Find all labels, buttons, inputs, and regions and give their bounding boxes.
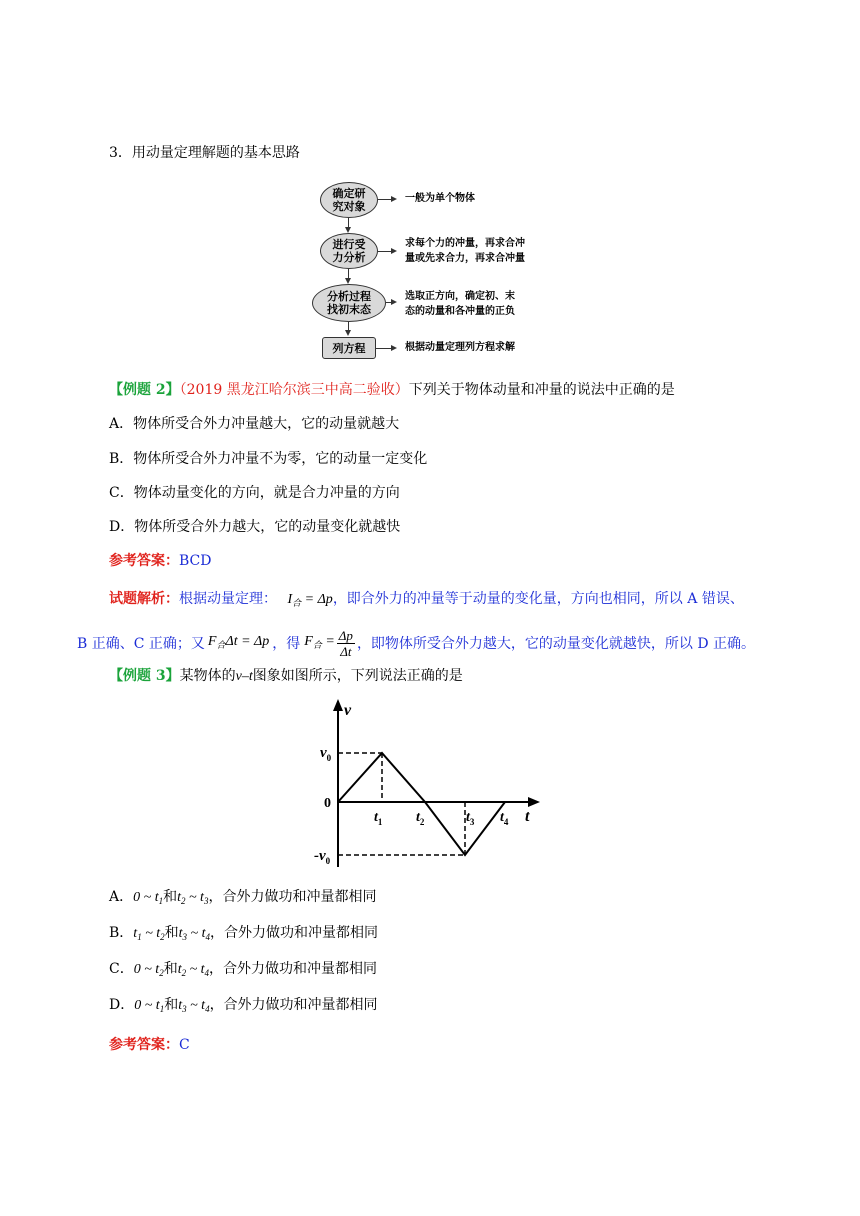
flow-note-2b: 量或先求合力，再求合冲量 (405, 253, 525, 264)
vt-graph (300, 695, 560, 875)
flow-node-1-label: 确定研 究对象 (332, 187, 366, 213)
flow-note-3b: 态的动量和各冲量的正负 (405, 306, 515, 317)
example2-option-b: B．物体所受合外力冲量不为零，它的动量一定变化 (109, 451, 428, 467)
analysis-text-3: B 正确、C 正确；又 (77, 635, 205, 652)
example2-analysis-line2 (77, 628, 755, 659)
example2-analysis-line1 (109, 590, 744, 612)
example2-option-c: C．物体动量变化的方向，就是合力冲量的方向 (109, 485, 400, 501)
sub-he: 合 (216, 640, 226, 650)
origin-label: 0 (324, 796, 331, 811)
example2-question (109, 381, 675, 399)
flow-note-1: 一般为单个物体 (405, 193, 475, 204)
sub-he: 合 (312, 640, 322, 650)
flow-node-4 (322, 337, 376, 359)
answer-value: C (179, 1037, 190, 1053)
example3-var: v–t (235, 669, 253, 684)
example2-option-d: D．物体所受合外力越大，它的动量变化就越快 (109, 519, 401, 535)
example2-answer (109, 552, 211, 570)
example3-answer (109, 1036, 190, 1054)
velocity-line (338, 753, 505, 855)
analysis-text-1: 根据动量定理： (179, 591, 277, 607)
flow-note-3a: 选取正方向，确定初、末 (405, 291, 515, 302)
flow-node-2-label: 进行受 力分析 (332, 238, 366, 264)
formula-ft: $F_合\Delta t = \Delta p$ (207, 634, 270, 650)
section-heading: 3．用动量定理解题的基本思路 (109, 145, 300, 161)
formula-fraction: $\frac{\Delta p}{\Delta t}$ (338, 628, 353, 659)
x-axis-label: t (525, 808, 530, 825)
example3-question (109, 667, 463, 686)
example3-option-d: D．0 ~ $t_1$和$t_3$ ~ $t_4$，合外力做功和冲量都相同 (109, 997, 378, 1014)
answer-value: BCD (179, 553, 212, 569)
t3-label: $t_3$ (466, 810, 475, 827)
answer-label: 参考答案： (109, 1037, 179, 1053)
example3-text-pre: 某物体的 (179, 668, 236, 684)
v0-label: $v_0$ (320, 745, 332, 763)
flow-node-4-label: 列方程 (332, 341, 366, 355)
t4-label: $t_4$ (500, 810, 509, 827)
analysis-text-4: ，得 (272, 635, 301, 652)
neg-v0-label: $-v_0$ (314, 848, 331, 866)
flow-note-4: 根据动量定理列方程求解 (405, 342, 515, 353)
example2-text: 下列关于物体动量和冲量的说法中正确的是 (408, 382, 675, 398)
example3-text-post: 图象如图所示，下列说法正确的是 (252, 668, 463, 684)
t2-label: $t_2$ (416, 810, 425, 827)
y-axis-arrow (333, 699, 343, 711)
flow-note-2a: 求每个力的冲量，再求合冲 (405, 238, 525, 249)
y-axis-label: v (344, 702, 352, 719)
answer-label: 参考答案： (109, 553, 179, 569)
example2-source: （2019 黑龙江哈尔滨三中高二验收） (179, 382, 409, 398)
formula-f: $F_合$ = (304, 634, 335, 650)
t1-label: $t_1$ (374, 810, 383, 827)
example3-option-b: B．$t_1$ ~ $t_2$和$t_3$ ~ $t_4$，合外力做功和冲量都相同 (109, 925, 379, 942)
example2-option-a: A．物体所受合外力冲量越大，它的动量就越大 (109, 416, 400, 432)
formula-impulse: $I_合 = \Delta p$ (287, 592, 333, 608)
analysis-text-5: ，即物体所受合外力越大，它的动量变化就越快，所以 D 正确。 (356, 635, 756, 652)
analysis-label: 试题解析： (109, 591, 179, 607)
analysis-text-2: ，即合外力的冲量等于动量的变化量，方向也相同，所以 A 错误、 (332, 591, 744, 607)
flow-node-2 (320, 233, 378, 269)
example3-option-c: C．0 ~ $t_2$和$t_2$ ~ $t_4$，合外力做功和冲量都相同 (109, 961, 378, 978)
flow-node-1 (320, 182, 378, 218)
x-axis-arrow (528, 797, 540, 807)
flow-node-3-label: 分析过程 找初末态 (327, 290, 371, 316)
flow-node-3 (312, 284, 386, 322)
example3-tag: 【例题 3】 (109, 668, 180, 684)
sub-he: 合 (292, 598, 302, 608)
example3-option-a: A．0 ~ $t_1$和$t_2$ ~ $t_3$，合外力做功和冲量都相同 (109, 889, 377, 906)
example2-tag: 【例题 2】 (109, 382, 180, 398)
